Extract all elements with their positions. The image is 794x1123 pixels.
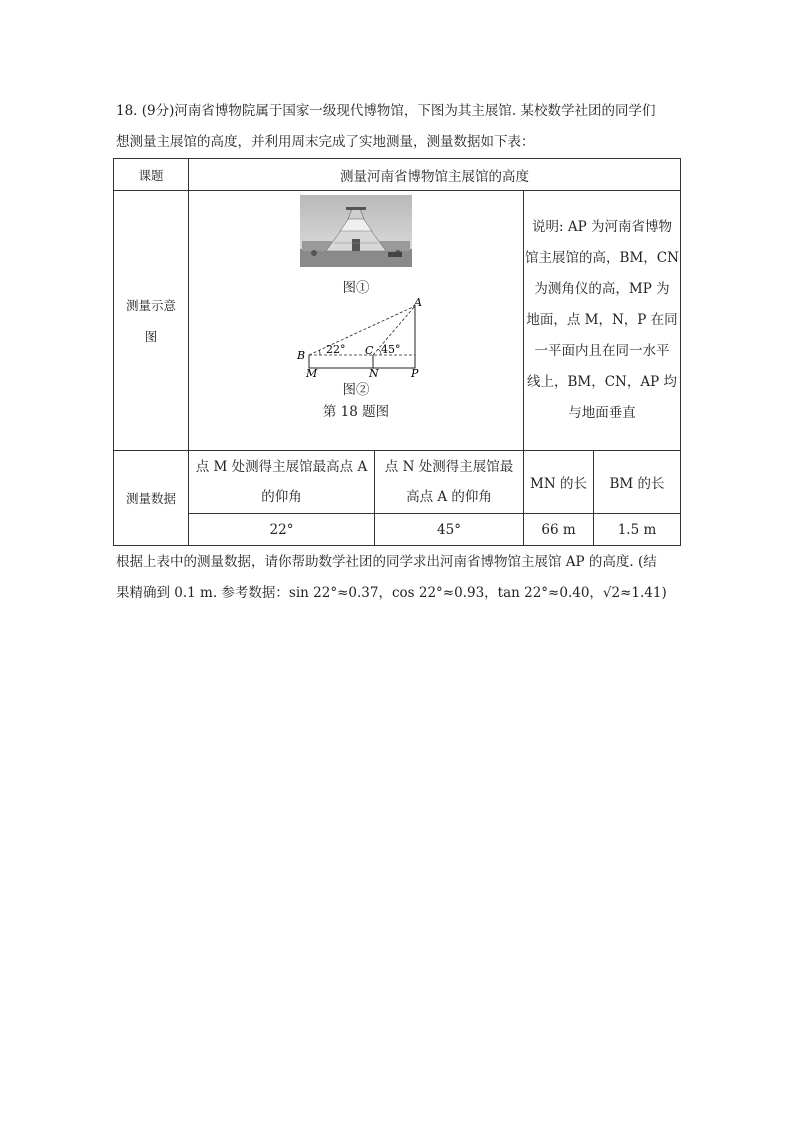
figure1-caption: 图①: [342, 280, 370, 296]
description-line: 为测角仪的高，MP 为: [534, 281, 670, 297]
ground-and-height-lines: [309, 306, 415, 368]
label-p: P: [411, 367, 419, 378]
label-n: N: [369, 367, 379, 378]
diagram-label-line-2: 图: [144, 328, 158, 344]
description-line: 说明: AP 为河南省博物: [532, 219, 672, 235]
value-angle-m: 22°: [189, 514, 375, 546]
value-angle-n: 45°: [375, 514, 524, 546]
label-m: M: [306, 367, 318, 378]
header-bm: BM 的长: [594, 451, 681, 514]
figure2-caption: 图②: [342, 382, 370, 398]
figure-title: 第 18 题图: [322, 404, 390, 420]
topic-value: 测量河南省博物馆主展馆的高度: [189, 159, 681, 191]
followup-line-2: 果精确到 0.1 m. 参考数据：sin 22°≈0.37，cos 22°≈0.93，tan 22°≈0.40，√2≈1.41): [116, 585, 667, 601]
angle-22-label: 22°: [326, 343, 346, 356]
question-line-1: 18. (9分)河南省博物院属于国家一级现代博物馆，下图为其主展馆. 某校数学社团的同学们: [116, 103, 656, 119]
description-cell: [524, 191, 681, 451]
description-line: 线上，BM，CN，AP 均: [526, 374, 677, 390]
description-line: 馆主展馆的高，BM，CN: [525, 250, 679, 266]
description-line: 一平面内且在同一水平: [534, 343, 670, 359]
diagram-row: [114, 191, 681, 451]
label-a: A: [414, 298, 422, 309]
museum-photo: [300, 195, 412, 267]
data-header-row: [114, 451, 681, 514]
description-line: 与地面垂直: [568, 405, 636, 421]
topic-label: 课题: [114, 159, 189, 191]
value-mn: 66 m: [524, 514, 594, 546]
measurement-table: [113, 158, 681, 546]
header-mn: MN 的长: [524, 451, 594, 514]
description-line: 地面，点 M，N，P 在同: [526, 312, 678, 328]
angle-diagram: [286, 298, 426, 378]
followup-line-1: 根据上表中的测量数据，请你帮助数学社团的同学求出河南省博物馆主展馆 AP 的高度. (结: [116, 554, 657, 570]
header-angle-n: 点 N 处测得主展馆最高点 A 的仰角: [375, 451, 524, 514]
label-b: B: [297, 349, 306, 362]
data-value-row: [114, 514, 681, 546]
question-line-2: 想测量主展馆的高度，并利用周末完成了实地测量，测量数据如下表：: [116, 134, 535, 150]
label-c: C: [365, 344, 374, 357]
diagram-label: [114, 191, 189, 451]
header-angle-m: 点 M 处测得主展馆最高点 A 的仰角: [189, 451, 375, 514]
data-label: 测量数据: [114, 451, 189, 546]
figures-cell: [189, 191, 524, 451]
topic-row: [114, 159, 681, 191]
diagram-label-line-1: 测量示意: [125, 297, 176, 313]
angle-45-label: 45°: [381, 343, 401, 356]
value-bm: 1.5 m: [594, 514, 681, 546]
